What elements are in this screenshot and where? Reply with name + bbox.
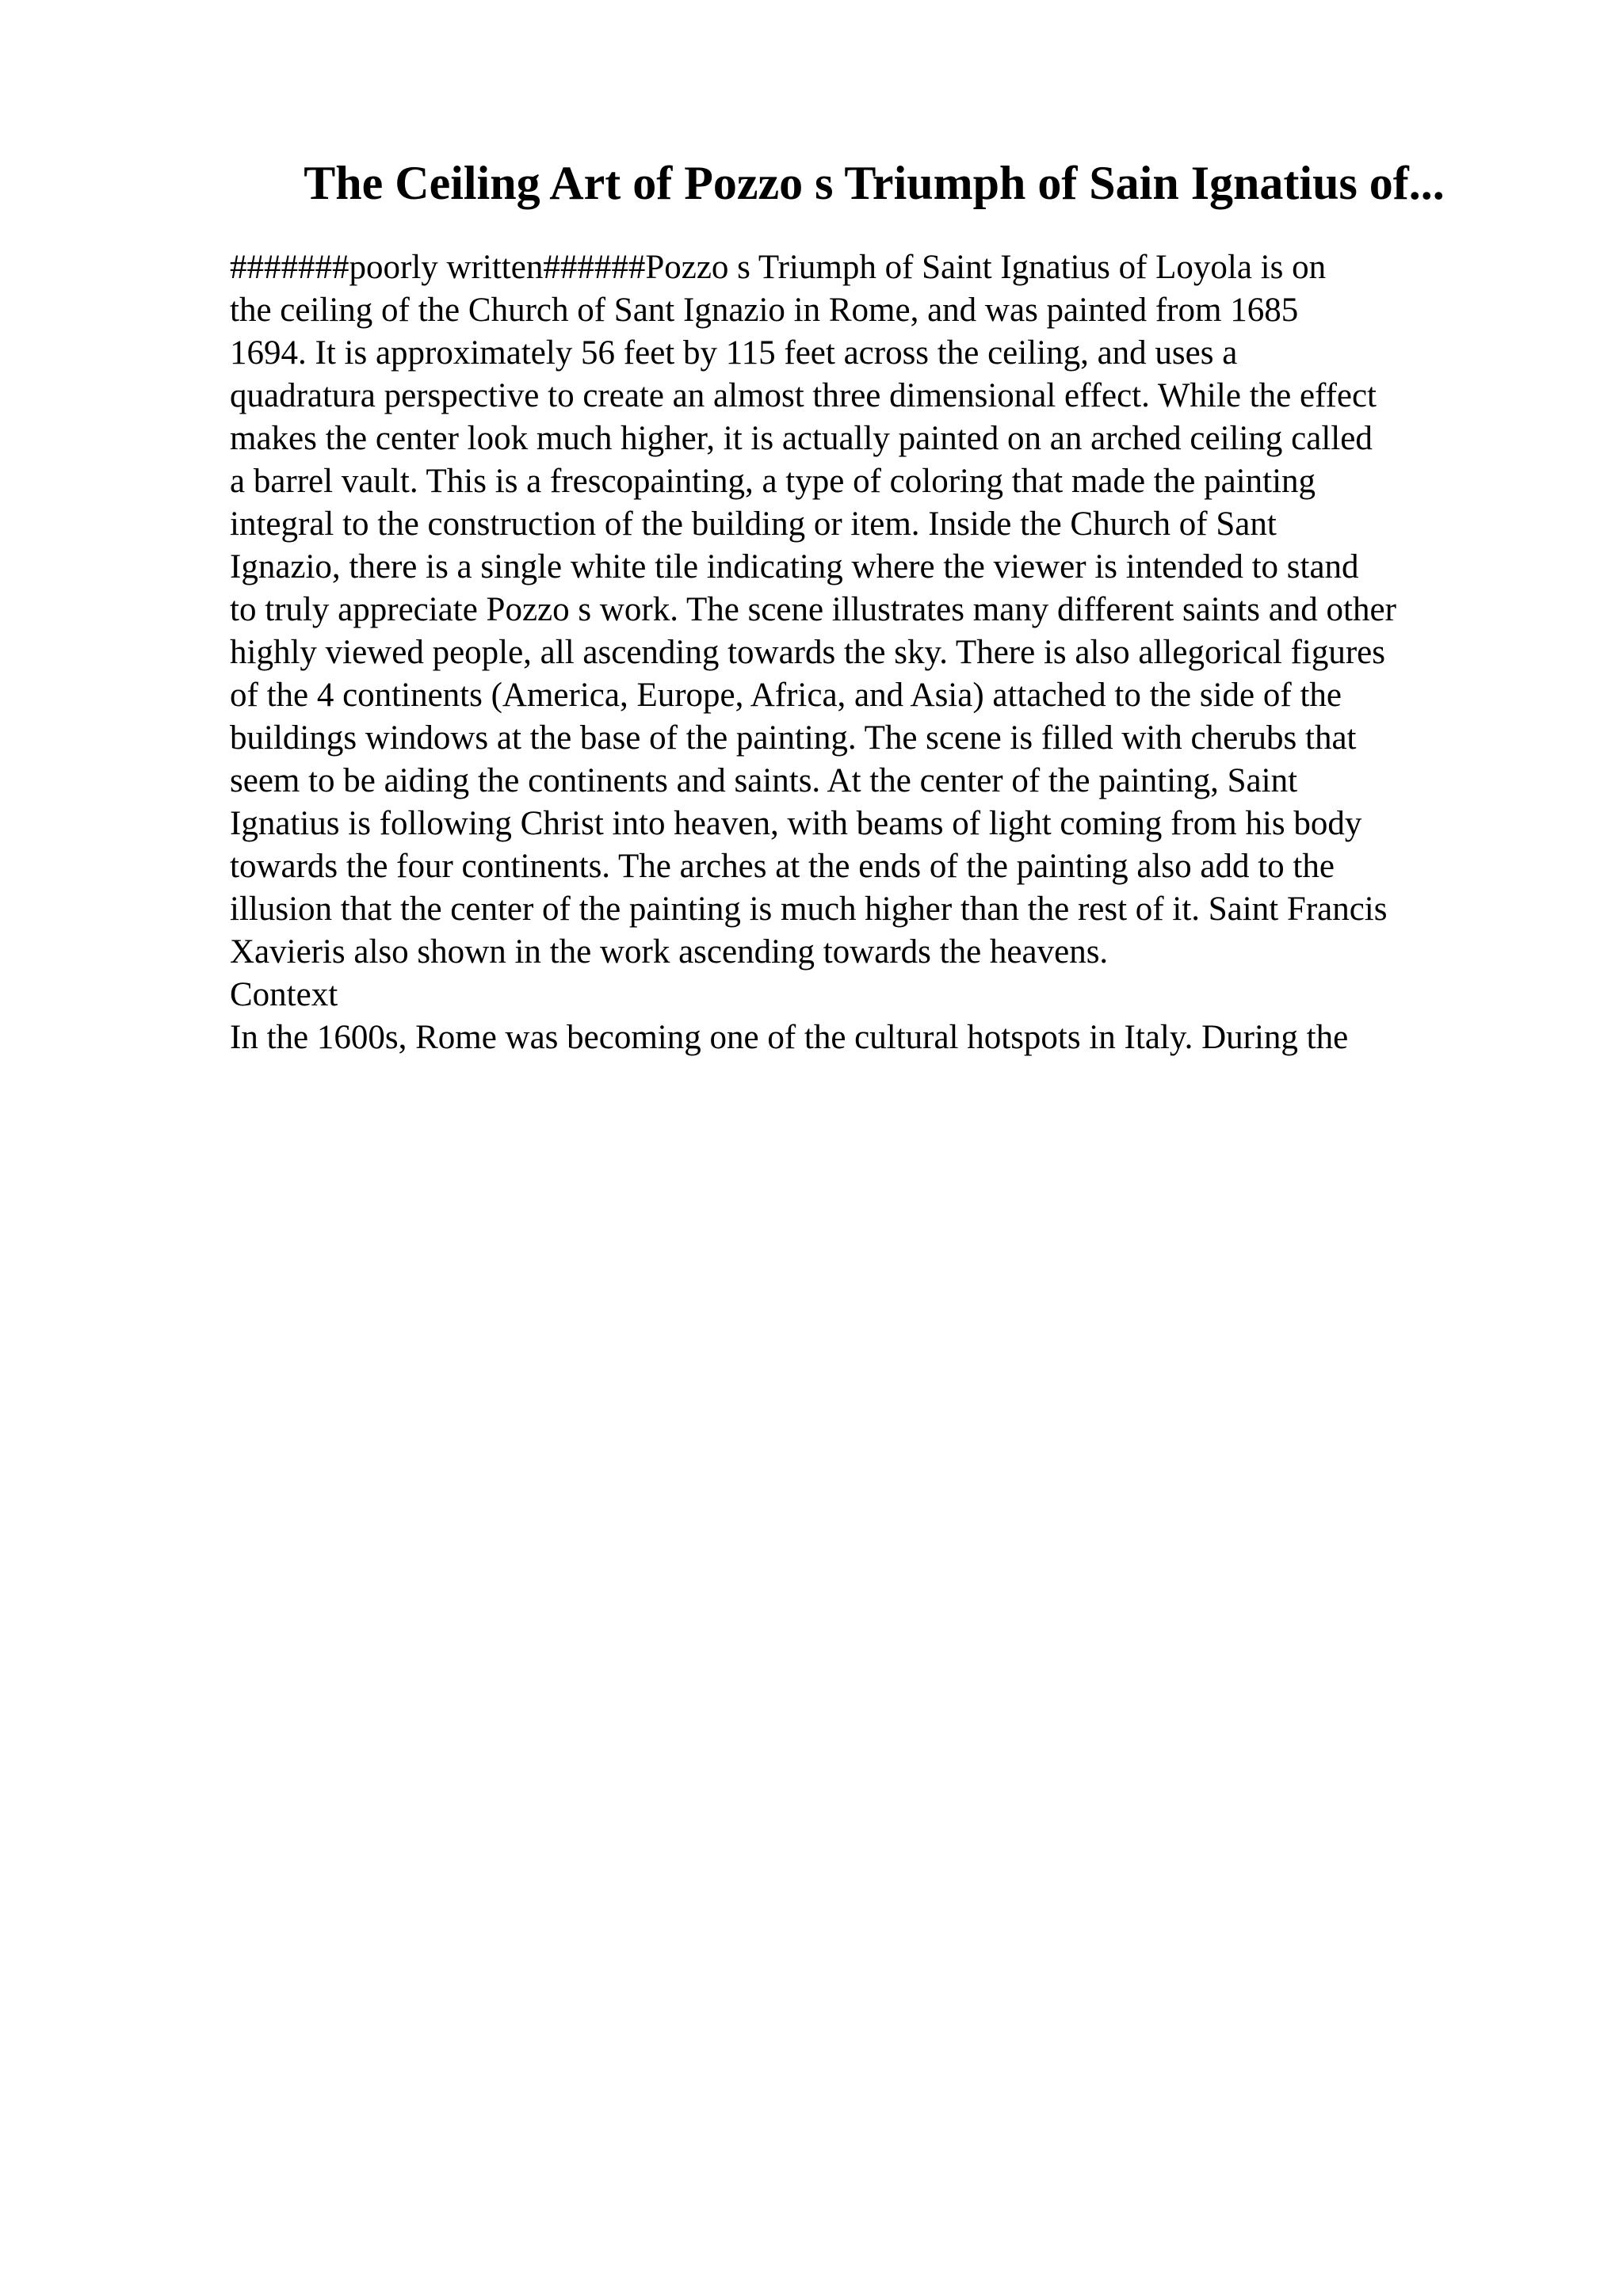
body-line: buildings windows at the base of the painting. The scene is filled with cherubs that <box>230 719 1357 757</box>
body-line: towards the four continents. The arches at the ends of the painting also add to the <box>230 848 1335 885</box>
body-line: integral to the construction of the building or item. Inside the Church of Sant <box>230 505 1277 543</box>
body-line: seem to be aiding the continents and saints. At the center of the painting, Saint <box>230 762 1298 799</box>
body-line: the ceiling of the Church of Sant Ignazio in Rome, and was painted from 1685 <box>230 292 1299 329</box>
body-line: #######poorly written######Pozzo s Triumph of Saint Ignatius of Loyola is on <box>230 249 1327 286</box>
section-heading-context: Context <box>230 976 338 1013</box>
body-line: quadratura perspective to create an almost three dimensional effect. While the effect <box>230 377 1377 414</box>
body-line: In the 1600s, Rome was becoming one of the cultural hotspots in Italy. During the <box>230 1019 1349 1056</box>
document-title: The Ceiling Art of Pozzo s Triumph of Sain Ignatius of... <box>304 157 1445 209</box>
body-line: highly viewed people, all ascending towards the sky. There is also allegorical figures <box>230 634 1385 671</box>
document-body <box>230 246 1514 1059</box>
body-line: makes the center look much higher, it is actually painted on an arched ceiling called <box>230 420 1373 457</box>
body-line: to truly appreciate Pozzo s work. The scene illustrates many different saints and other <box>230 591 1396 628</box>
body-line: Xavieris also shown in the work ascending towards the heavens. <box>230 933 1109 971</box>
body-line: 1694. It is approximately 56 feet by 115 feet across the ceiling, and uses a <box>230 334 1238 372</box>
body-line: illusion that the center of the painting is much higher than the rest of it. Saint Francis <box>230 891 1388 928</box>
body-line: a barrel vault. This is a frescopainting, a type of coloring that made the painting <box>230 463 1316 500</box>
body-line: Ignazio, there is a single white tile indicating where the viewer is intended to stand <box>230 548 1359 585</box>
body-line: of the 4 continents (America, Europe, Africa, and Asia) attached to the side of the <box>230 677 1342 714</box>
body-line: Ignatius is following Christ into heaven, with beams of light coming from his body <box>230 805 1362 842</box>
